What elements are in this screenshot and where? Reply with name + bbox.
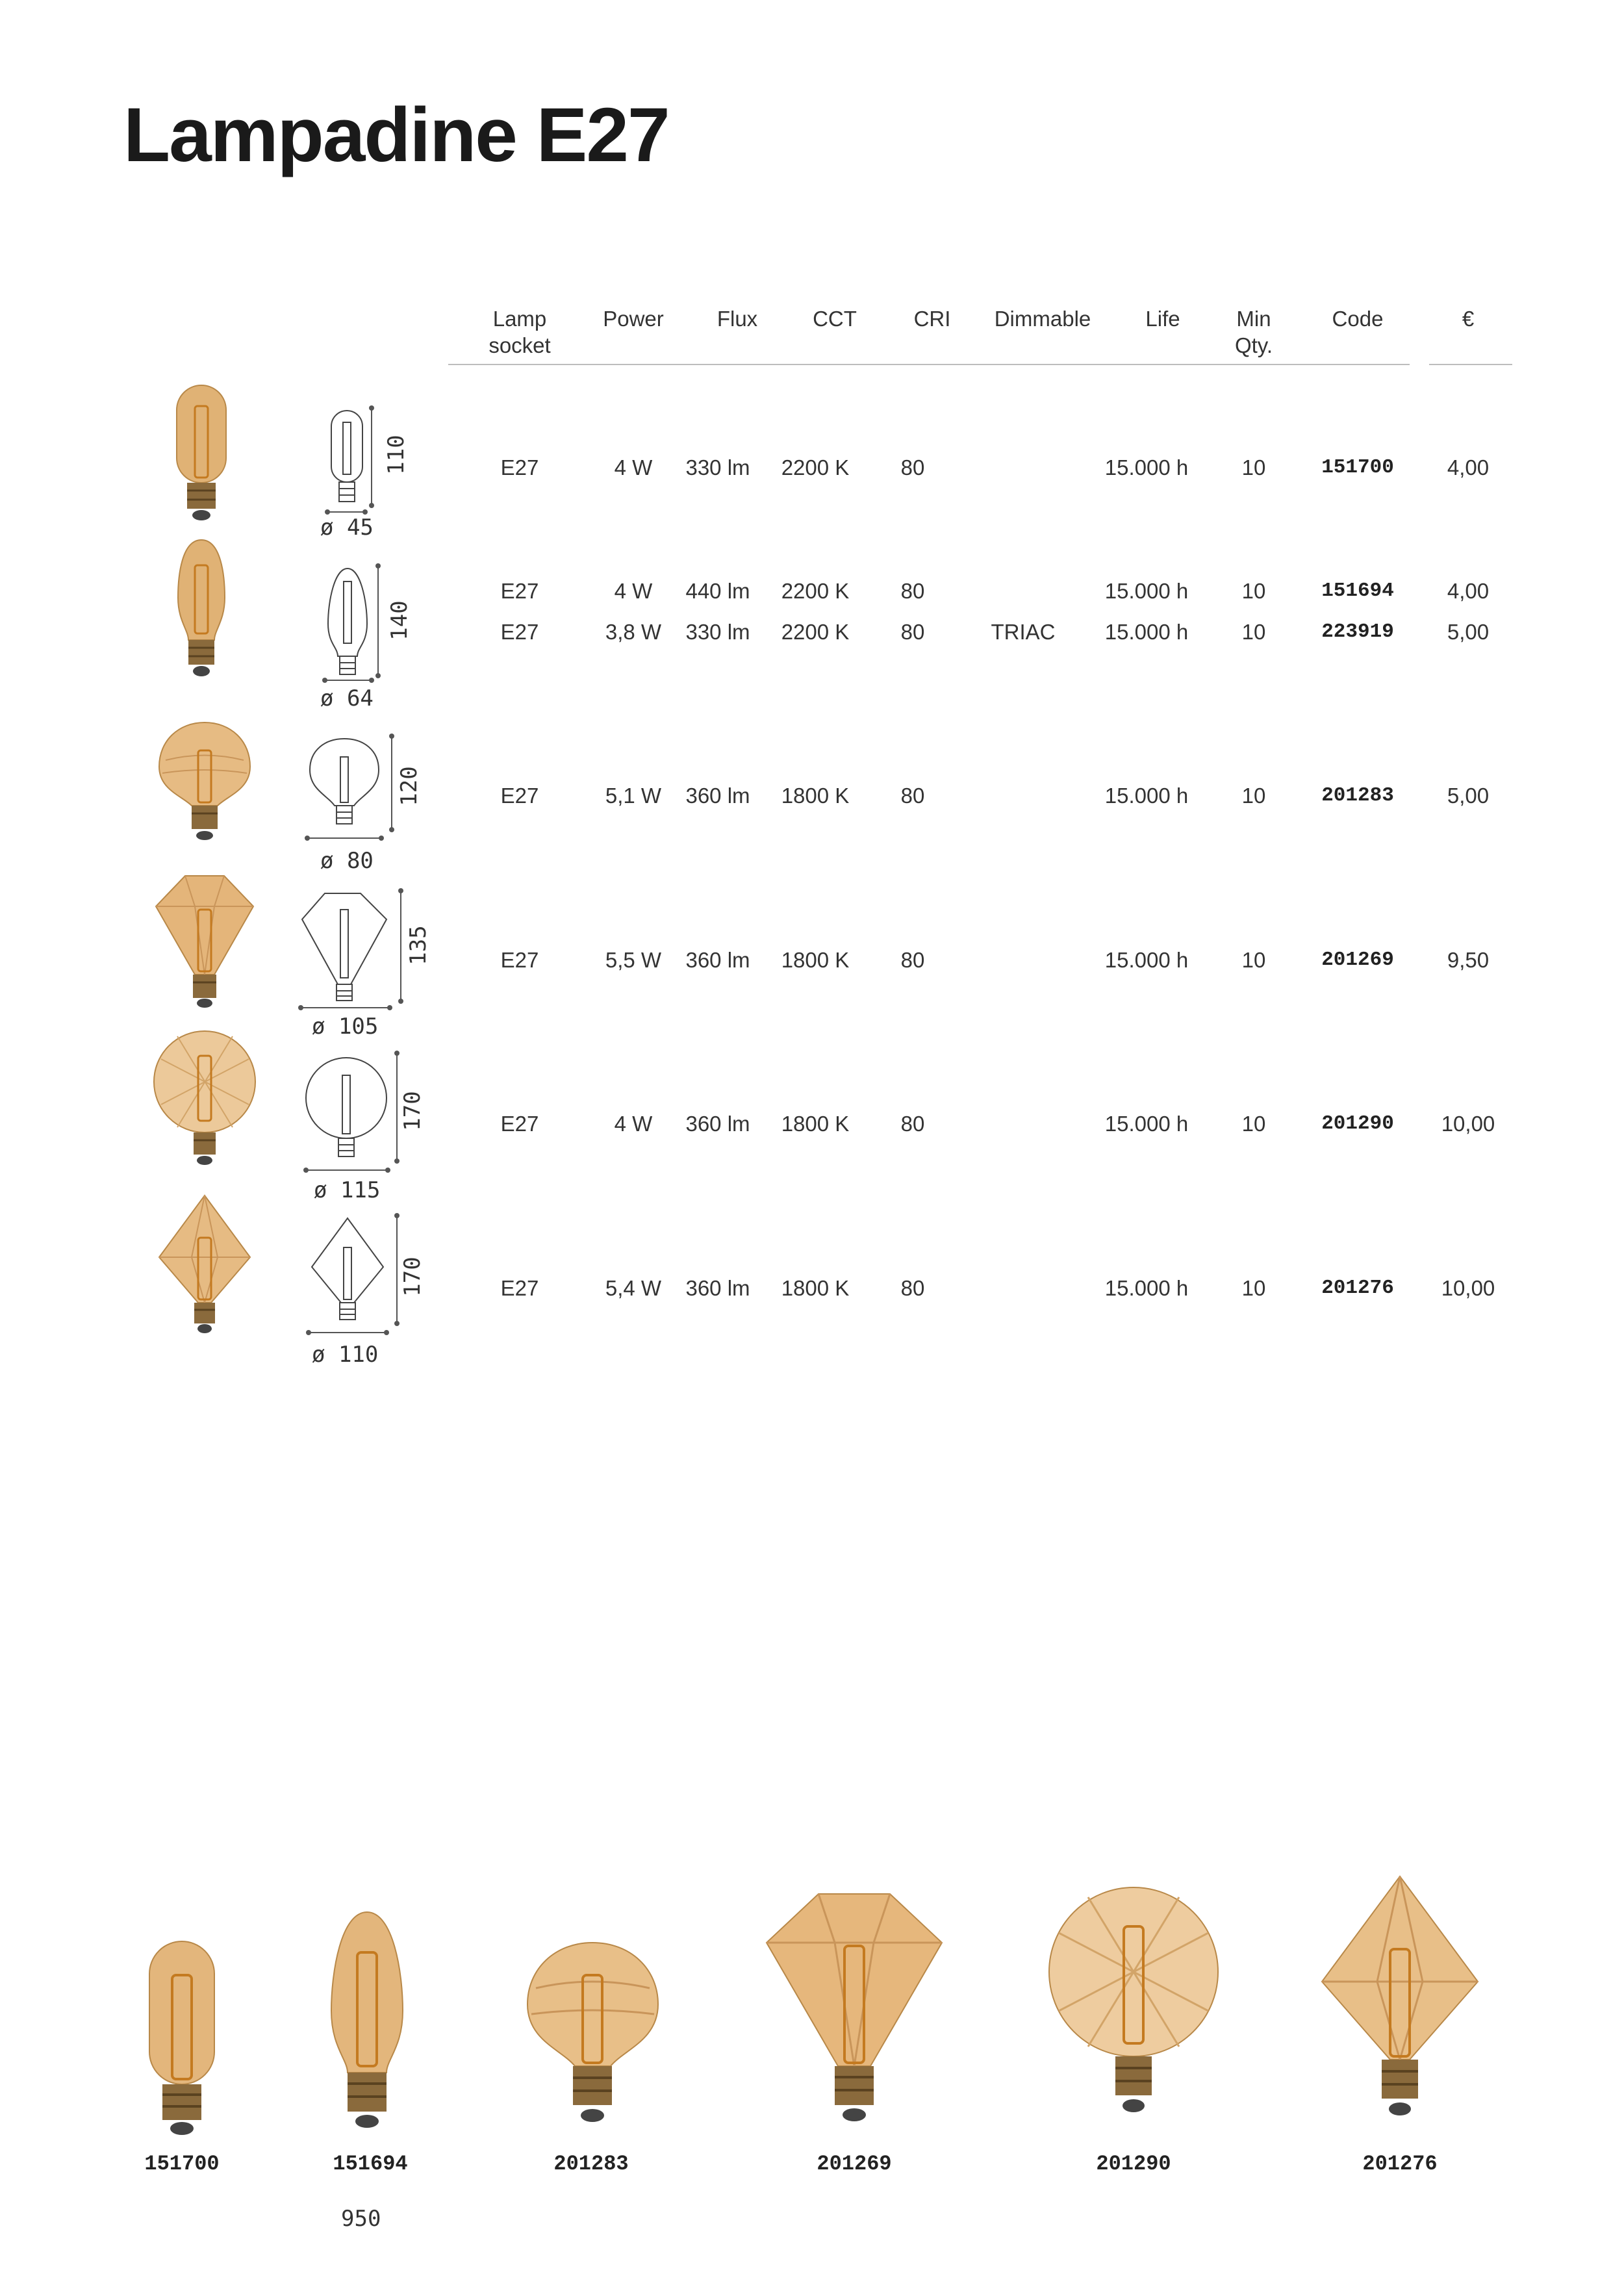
gallery-caption: 151694 (333, 2152, 408, 2176)
cell-power: 4 W (614, 455, 653, 479)
cell-lamp-socket: E27 (500, 948, 539, 972)
cell-power: 4 W (614, 579, 653, 603)
header-min-qty: Min Qty. (1234, 307, 1273, 357)
height-label: 120 (396, 766, 422, 806)
cell-life: 15.000 h (1104, 784, 1189, 808)
cell-life: 15.000 h (1104, 1276, 1189, 1300)
bulb-thumb-201276 (153, 1192, 257, 1338)
gallery-bulb-201290 (1043, 1881, 1224, 2144)
cell-cri: 80 (900, 579, 925, 603)
header-price: € (1462, 307, 1475, 331)
header-flux: Flux (717, 307, 758, 331)
cell-min-qty: 10 (1241, 1276, 1266, 1300)
height-label: 170 (400, 1257, 425, 1297)
gallery-caption: 201290 (1096, 2152, 1171, 2176)
cell-price: 5,00 (1447, 620, 1490, 644)
cell-flux: 440 lm (685, 579, 750, 603)
diameter-label: ø 115 (314, 1177, 381, 1203)
cell-cri: 80 (900, 455, 925, 479)
header-cct: CCT (813, 307, 857, 331)
cell-price: 10,00 (1441, 1112, 1495, 1136)
cell-cct: 1800 K (781, 1112, 850, 1136)
gallery-bulb-201269 (760, 1887, 948, 2144)
cell-lamp-socket: E27 (500, 620, 539, 644)
cell-min-qty: 10 (1241, 620, 1266, 644)
cell-price: 5,00 (1447, 784, 1490, 808)
diameter-label: ø 105 (312, 1014, 379, 1040)
cell-cri: 80 (900, 948, 925, 972)
cell-flux: 360 lm (685, 1276, 750, 1300)
cell-life: 15.000 h (1104, 948, 1189, 972)
cell-cct: 2200 K (781, 455, 850, 479)
drawing-201290 (302, 1049, 406, 1176)
bulb-thumb-201283 (153, 715, 257, 845)
cell-flux: 360 lm (685, 784, 750, 808)
cell-dimmable: TRIAC (991, 620, 1056, 644)
cell-flux: 330 lm (685, 620, 750, 644)
cell-life: 15.000 h (1104, 455, 1189, 479)
header-life: Life (1145, 307, 1180, 331)
height-label: 140 (387, 600, 412, 641)
height-label: 135 (405, 925, 431, 965)
cell-price: 4,00 (1447, 455, 1490, 479)
cell-price: 9,50 (1447, 948, 1490, 972)
page-title: Lampadine E27 (123, 92, 669, 178)
cell-cct: 1800 K (781, 784, 850, 808)
cell-flux: 360 lm (685, 948, 750, 972)
bulb-thumb-201290 (148, 1027, 262, 1173)
header-code: Code (1332, 307, 1384, 331)
cell-cri: 80 (900, 1112, 925, 1136)
diameter-label: ø 64 (320, 685, 374, 711)
cell-code: 201276 (1321, 1277, 1394, 1299)
cell-cri: 80 (900, 784, 925, 808)
cell-life: 15.000 h (1104, 1112, 1189, 1136)
cell-price: 4,00 (1447, 579, 1490, 603)
cell-power: 5,4 W (605, 1276, 662, 1300)
cell-code: 201269 (1321, 949, 1394, 971)
cell-lamp-socket: E27 (500, 1276, 539, 1300)
gallery-bulb-201276 (1315, 1871, 1484, 2144)
bulb-thumb-151700 (162, 380, 240, 526)
gallery-caption: 201276 (1362, 2152, 1438, 2176)
bulb-thumb-151694 (162, 536, 240, 682)
cell-code: 201290 (1321, 1112, 1394, 1135)
cell-code: 151694 (1321, 580, 1394, 602)
height-label: 170 (400, 1091, 425, 1131)
cell-lamp-socket: E27 (500, 579, 539, 603)
gallery-bulb-201283 (520, 1936, 666, 2144)
header-power: Power (603, 307, 664, 331)
gallery-bulb-151694 (318, 1907, 416, 2144)
header-dimmable: Dimmable (994, 307, 1091, 331)
diameter-label: ø 80 (320, 848, 374, 874)
diameter-label: ø 110 (312, 1342, 379, 1368)
cell-min-qty: 10 (1241, 948, 1266, 972)
drawing-201283 (302, 731, 406, 848)
cell-cct: 2200 K (781, 620, 850, 644)
cell-code: 151700 (1321, 456, 1394, 479)
drawing-201269 (296, 887, 412, 1014)
cell-life: 15.000 h (1104, 579, 1189, 603)
cell-code: 223919 (1321, 620, 1394, 643)
cell-cct: 2200 K (781, 579, 850, 603)
diameter-label: ø 45 (320, 515, 374, 541)
header-cri: CRI (913, 307, 951, 331)
gallery-caption: 151700 (144, 2152, 220, 2176)
cell-lamp-socket: E27 (500, 455, 539, 479)
cell-min-qty: 10 (1241, 455, 1266, 479)
cell-power: 5,1 W (605, 784, 662, 808)
cell-min-qty: 10 (1241, 579, 1266, 603)
cell-lamp-socket: E27 (500, 1112, 539, 1136)
cell-flux: 330 lm (685, 455, 750, 479)
header-divider (448, 364, 1410, 365)
cell-cri: 80 (900, 1276, 925, 1300)
gallery-caption: 201269 (817, 2152, 892, 2176)
cell-min-qty: 10 (1241, 784, 1266, 808)
cell-power: 4 W (614, 1112, 653, 1136)
cell-flux: 360 lm (685, 1112, 750, 1136)
cell-code: 201283 (1321, 784, 1394, 807)
header-divider-price (1429, 364, 1512, 365)
cell-price: 10,00 (1441, 1276, 1495, 1300)
cell-life: 15.000 h (1104, 620, 1189, 644)
height-label: 110 (383, 435, 409, 475)
cell-power: 5,5 W (605, 948, 662, 972)
cell-power: 3,8 W (605, 620, 662, 644)
cell-lamp-socket: E27 (500, 784, 539, 808)
cell-min-qty: 10 (1241, 1112, 1266, 1136)
cell-cri: 80 (900, 620, 925, 644)
gallery-caption: 201283 (553, 2152, 629, 2176)
cell-cct: 1800 K (781, 948, 850, 972)
page-number: 950 (341, 2206, 381, 2232)
header-lamp-socket: Lamp socket (488, 307, 551, 357)
drawing-201276 (302, 1212, 406, 1338)
cell-cct: 1800 K (781, 1276, 850, 1300)
gallery-bulb-151700 (140, 1936, 224, 2144)
bulb-thumb-201269 (149, 871, 260, 1010)
